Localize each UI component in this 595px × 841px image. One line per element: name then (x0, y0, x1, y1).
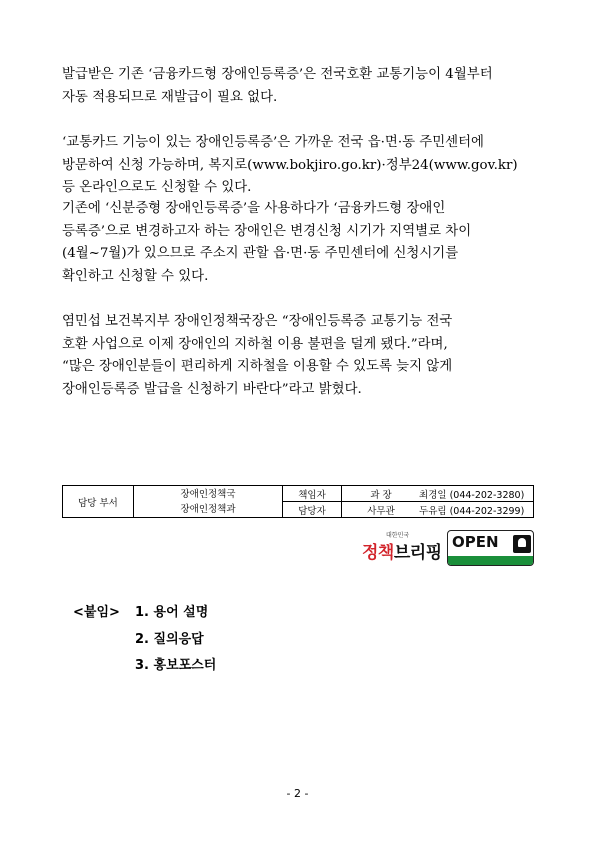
job-title: 사무관 (367, 505, 395, 517)
text-line: 장애인등록증 발급을 신청하기 바란다”라고 밝혔다. (62, 381, 362, 397)
contact-person: 두유림 (044-202-3299) (419, 505, 525, 517)
logo-small-text: 대한민국 (386, 532, 410, 539)
attachments-label: <붙임> (73, 605, 120, 620)
text-line: 확인하고 신청할 수 있다. (62, 268, 209, 284)
role-cell: 책임자 (283, 486, 342, 502)
paragraph-3 (62, 198, 540, 288)
attachment-item: 1. 용어 설명 (135, 605, 209, 620)
page-number: - 2 - (286, 787, 309, 800)
contact-cell (342, 502, 534, 518)
text-line: 염민섭 보건복지부 장애인정책국장은 “장애인등록증 교통기능 전국 (62, 314, 453, 329)
department-bureau: 장애인정책국 (180, 488, 236, 500)
logo-main-text (362, 538, 442, 563)
role-cell: 담당자 (283, 502, 342, 518)
text-line: (4월~7월)가 있으므로 주소지 관할 읍·면·동 주민센터에 신청시기를 (62, 246, 459, 261)
text-line: ‘교통카드 기능이 있는 장애인등록증’은 가까운 전국 읍·면·동 주민센터에 (62, 135, 484, 150)
policy-briefing-logo (362, 530, 442, 566)
paragraph-1 (62, 64, 540, 109)
text-line: 호환 사업으로 이제 장애인의 지하철 이용 불편을 덜게 됐다.”라며, (62, 336, 448, 352)
paragraph-2 (62, 132, 540, 200)
text-line: 기존에 ‘신분증형 장애인등록증’을 사용하다가 ‘금융카드형 장애인 (62, 201, 446, 216)
job-title: 과 장 (370, 489, 392, 501)
department-division: 장애인정책과 (180, 503, 236, 515)
attachment-item: 2. 질의응답 (135, 632, 204, 647)
open-logo-tagline-bar (448, 556, 533, 565)
open-logo (447, 530, 534, 566)
lock-icon (513, 535, 531, 553)
text-line: 자동 적용되므로 재발급이 필요 없다. (62, 89, 278, 105)
text-line: “많은 장애인분들이 편리하게 지하철을 이용할 수 있도록 늦지 않게 (62, 359, 453, 374)
text-line: 방문하여 신청 가능하며, 복지로(www.bokjiro.go.kr)·정부24(www.gov.kr) (62, 157, 518, 173)
paragraph-4 (62, 311, 540, 401)
logo-black-text: 브리핑 (393, 543, 442, 563)
text-line: 등 온라인으로도 신청할 수 있다. (62, 180, 252, 195)
contact-table (62, 485, 534, 518)
contact-person: 최경일 (044-202-3280) (419, 489, 525, 501)
text-line: 발급받은 기존 ‘금융카드형 장애인등록증’은 전국호환 교통기능이 4월부터 (62, 67, 493, 82)
contact-cell (342, 486, 534, 502)
text-line: 등록증’으로 변경하고자 하는 장애인은 변경신청 시기가 지역별로 차이 (62, 223, 472, 239)
department-names (134, 486, 283, 518)
dept-label: 담당 부서 (63, 486, 134, 518)
open-logo-word: OPEN (452, 533, 499, 551)
logo-red-text: 정책 (362, 543, 394, 563)
attachment-item: 3. 홍보포스터 (135, 658, 217, 673)
